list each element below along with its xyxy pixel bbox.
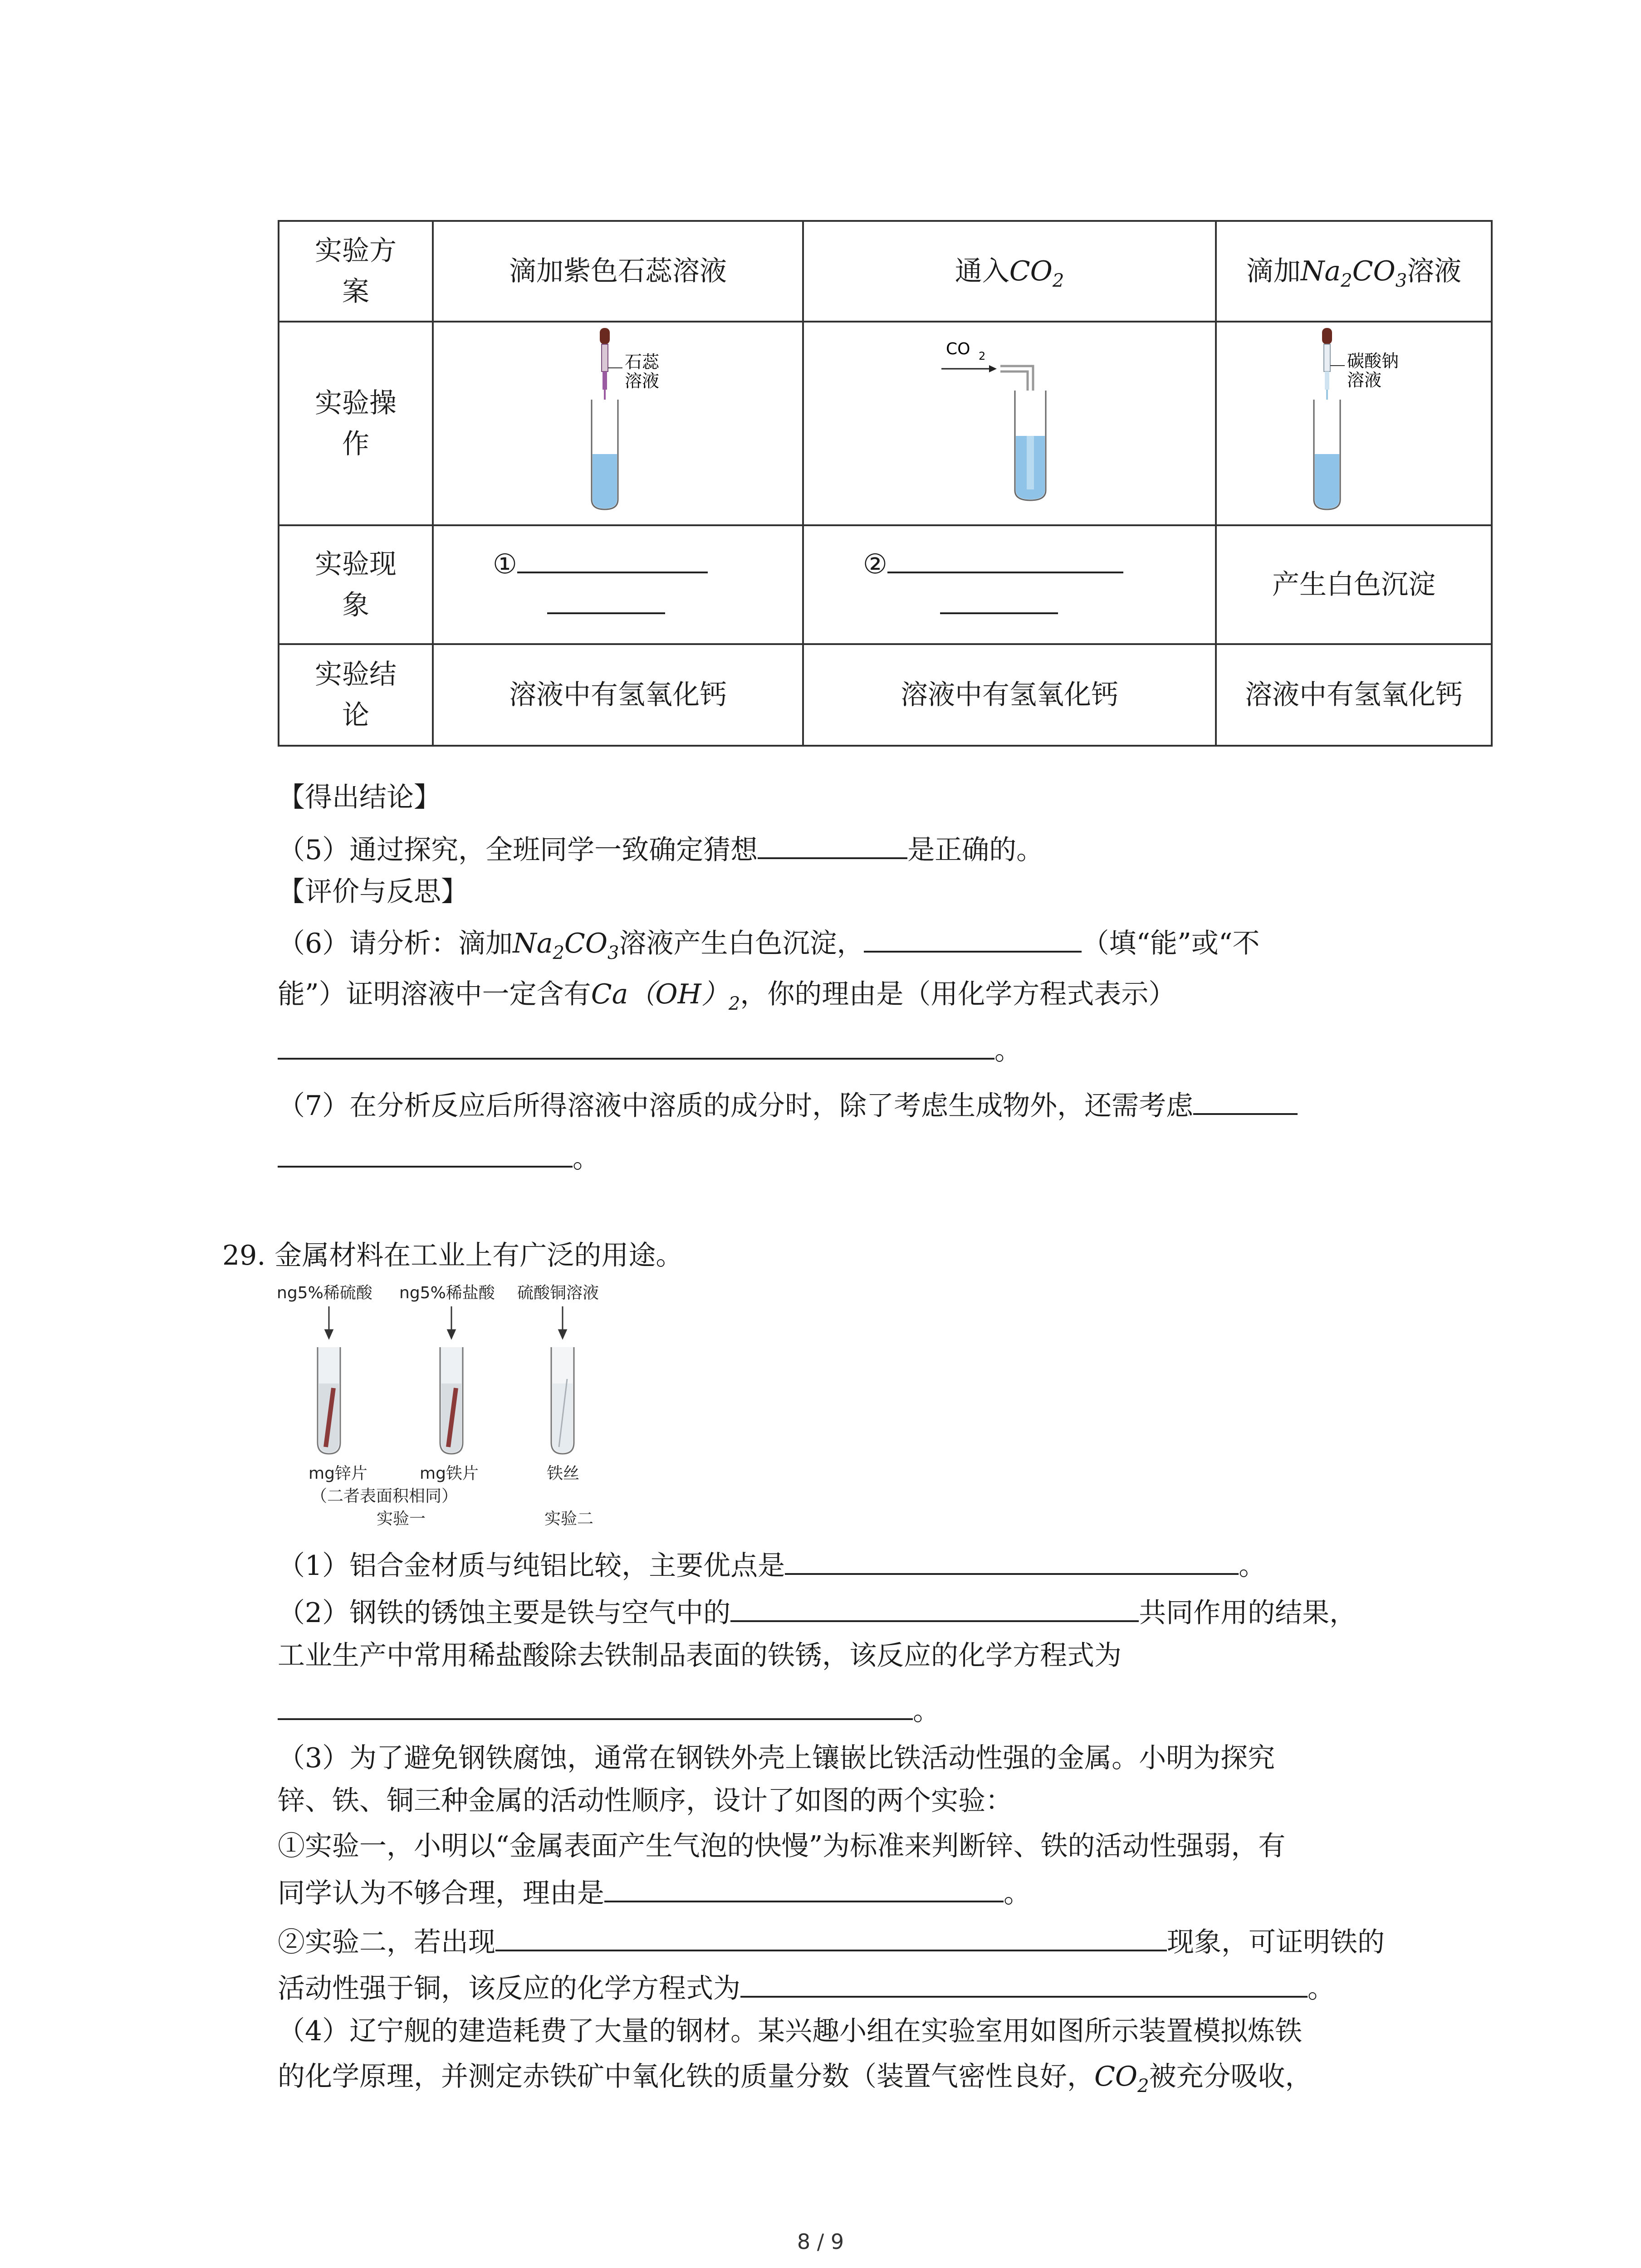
header-co2-prefix: 通入 bbox=[955, 255, 1009, 287]
tube3-bottom-label: 铁丝 bbox=[547, 1464, 580, 1483]
answer-blank-2b[interactable] bbox=[940, 585, 1058, 614]
q29-3a-answer-blank[interactable] bbox=[604, 1873, 1004, 1902]
q29-2-equation-blank[interactable] bbox=[278, 1691, 913, 1720]
answer-blank-2a[interactable] bbox=[887, 544, 1123, 573]
header-co2-sub: 2 bbox=[1052, 270, 1064, 291]
q29-4-chem: CO bbox=[1094, 2061, 1138, 2092]
q6-chem-na: Na bbox=[513, 928, 553, 959]
q29-3a-prefix: 同学认为不够合理，理由是 bbox=[278, 1877, 604, 1909]
co2-inlet-label: CO bbox=[946, 340, 970, 358]
co2-inlet-label-sub: 2 bbox=[979, 350, 986, 362]
q6-chem bbox=[513, 928, 619, 963]
header-co2-chem: CO bbox=[1009, 255, 1053, 287]
q29-part3b-line2 bbox=[278, 1969, 1335, 2007]
table-row-phenomenon bbox=[279, 525, 1492, 644]
q6-answer-blank[interactable] bbox=[864, 924, 1082, 953]
row-label-text: 实验方案 bbox=[315, 235, 397, 308]
q29-2-suffix: 共同作用的结果， bbox=[1139, 1597, 1357, 1629]
q29-part2-line2: 工业生产中常用稀盐酸除去铁制品表面的铁锈，该反应的化学方程式为 bbox=[278, 1640, 1122, 1672]
na2co3-label-line2: 溶液 bbox=[1347, 370, 1382, 390]
q29-part3-line1: （3）为了避免钢铁腐蚀，通常在钢铁外壳上镶嵌比铁活动性强的金属。小明为探究 bbox=[278, 1742, 1275, 1774]
q29-3b-line2-end: 。 bbox=[1308, 1973, 1335, 2004]
phenomenon-co2-cell bbox=[803, 525, 1216, 644]
q6-equation-blank[interactable] bbox=[278, 1031, 994, 1060]
row-label-text: 实验结论 bbox=[315, 659, 397, 731]
row-label-operation bbox=[279, 322, 433, 525]
q29-part3-line2: 锌、铁、铜三种金属的活动性顺序，设计了如图的两个实验： bbox=[278, 1785, 1013, 1817]
tube2-top-label: ng5%稀盐酸 bbox=[399, 1284, 495, 1302]
q29-part2-line1 bbox=[278, 1593, 1357, 1631]
litmus-label-line2: 溶液 bbox=[625, 371, 660, 391]
question-6-line3 bbox=[278, 1031, 1022, 1069]
header-na2co3-sub1: 2 bbox=[1341, 270, 1352, 291]
q6-line2-sub: 2 bbox=[728, 993, 740, 1014]
blank-marker-1: ① bbox=[493, 548, 517, 580]
header-na2co3-chem1: Na bbox=[1300, 255, 1341, 287]
q29-3b-suffix: 现象，可证明铁的 bbox=[1167, 1926, 1385, 1958]
row-label-text: 实验操作 bbox=[315, 387, 397, 460]
q7-text: （7）在分析反应后所得溶液中溶质的成分时，除了考虑生成物外，还需考虑 bbox=[278, 1090, 1194, 1122]
row-label-phenomenon bbox=[279, 525, 433, 644]
operation-co2-cell bbox=[803, 322, 1216, 525]
q29-1-prefix: （1）铝合金材质与纯铝比较，主要优点是 bbox=[278, 1550, 785, 1582]
q29-part3a-line2 bbox=[278, 1873, 1031, 1911]
q5-prefix: （5）通过探究，全班同学一致确定猜想 bbox=[278, 834, 758, 866]
blank-marker-2: ② bbox=[863, 548, 887, 580]
q29-4-prefix: 的化学原理，并测定赤铁矿中氧化铁的质量分数（装置气密性良好， bbox=[278, 2061, 1094, 2092]
header-co2 bbox=[803, 221, 1216, 322]
operation-na2co3-cell bbox=[1216, 322, 1492, 525]
header-na2co3 bbox=[1216, 221, 1492, 322]
answer-blank-1b[interactable] bbox=[547, 585, 665, 614]
q29-3a-end: 。 bbox=[1004, 1877, 1031, 1909]
q29-part4-line2 bbox=[278, 2058, 1313, 2095]
metal-experiment-figure bbox=[272, 1279, 635, 1542]
q29-number: 29. bbox=[222, 1240, 266, 1271]
conclusion-co2: 溶液中有氢氧化钙 bbox=[803, 644, 1216, 746]
header-na2co3-sub2: 3 bbox=[1395, 270, 1407, 291]
q7-answer-blank-a[interactable] bbox=[1193, 1086, 1298, 1115]
question-6-line1 bbox=[278, 924, 1260, 962]
header-na2co3-suffix: 溶液 bbox=[1407, 255, 1462, 287]
experiment-table bbox=[278, 220, 1493, 747]
q29-3b-line2-prefix: 活动性强于铜，该反应的化学方程式为 bbox=[278, 1973, 740, 2004]
test-tube-dropper-na2co3-icon bbox=[1281, 323, 1426, 513]
q6-line2-prefix: 能”）证明溶液中一定含有 bbox=[278, 978, 591, 1010]
q6-chem-sub2: 3 bbox=[607, 943, 619, 963]
na2co3-label-line1: 碳酸钠 bbox=[1347, 351, 1399, 371]
q29-3b-prefix: ②实验二，若出现 bbox=[278, 1926, 495, 1958]
conclusion-litmus: 溶液中有氢氧化钙 bbox=[433, 644, 803, 746]
header-na2co3-prefix: 滴加 bbox=[1246, 255, 1301, 287]
conclusion-na2co3 bbox=[1216, 644, 1492, 746]
q6-suffix: （填“能”或“不 bbox=[1082, 928, 1260, 959]
q29-3b-answer-blank[interactable] bbox=[495, 1922, 1167, 1951]
q5-answer-blank[interactable] bbox=[758, 830, 907, 859]
q6-line3-end: 。 bbox=[994, 1035, 1022, 1066]
phenomenon-litmus-cell bbox=[433, 525, 803, 644]
q7-end: 。 bbox=[573, 1143, 600, 1174]
operation-litmus-cell bbox=[433, 322, 803, 525]
row-label-plan bbox=[279, 221, 433, 322]
tube2-bottom-label: mg铁片 bbox=[420, 1464, 479, 1483]
q29-2-prefix: （2）钢铁的锈蚀主要是铁与空气中的 bbox=[278, 1597, 731, 1629]
q29-part2-line3 bbox=[278, 1691, 940, 1729]
q29-1-answer-blank[interactable] bbox=[785, 1546, 1239, 1575]
q29-part1 bbox=[278, 1546, 1266, 1584]
q6-chem-co: CO bbox=[564, 928, 608, 959]
phenomenon-na2co3-cell: 产生白色沉淀 bbox=[1216, 525, 1492, 644]
row-label-text: 实验现象 bbox=[315, 548, 397, 621]
experiment-2-label: 实验二 bbox=[544, 1510, 594, 1528]
experiment-1-label: 实验一 bbox=[377, 1510, 426, 1528]
q29-part3a-line1: ①实验一，小明以“金属表面产生气泡的快慢”为标准来判断锌、铁的活动性强弱，有 bbox=[278, 1830, 1286, 1862]
test-tube-dropper-litmus-icon bbox=[550, 323, 686, 513]
question-6-line2 bbox=[278, 976, 1176, 1012]
tube1-bottom-label: mg锌片 bbox=[309, 1464, 367, 1483]
header-litmus: 滴加紫色石蕊溶液 bbox=[433, 221, 803, 322]
q6-prefix: （6）请分析：滴加 bbox=[278, 928, 513, 959]
conclusion-na2co3-text: 溶液中有氢氧化钙 bbox=[1245, 679, 1463, 711]
conclusion-heading: 【得出结论】 bbox=[278, 782, 441, 813]
table-row-conclusion bbox=[279, 644, 1492, 746]
q6-chem-sub1: 2 bbox=[553, 943, 564, 963]
q29-intro-text: 金属材料在工业上有广泛的用途。 bbox=[274, 1240, 683, 1271]
question-29-intro bbox=[222, 1237, 683, 1274]
q29-2-line3-end: 。 bbox=[913, 1695, 940, 1727]
q29-1-end: 。 bbox=[1239, 1550, 1266, 1582]
q29-4-chem-sub: 2 bbox=[1137, 2076, 1149, 2097]
tube1-top-label: ng5%稀硫酸 bbox=[277, 1284, 372, 1302]
q6-mid: 溶液产生白色沉淀， bbox=[619, 928, 864, 959]
q6-line2-suffix: ，你的理由是（用化学方程式表示） bbox=[740, 978, 1176, 1010]
test-tube-gas-inlet-icon bbox=[914, 323, 1105, 513]
row-label-conclusion bbox=[279, 644, 433, 746]
question-7-line2 bbox=[278, 1139, 600, 1177]
q29-3b-equation-blank[interactable] bbox=[740, 1969, 1308, 1998]
q5-suffix: 是正确的。 bbox=[907, 834, 1044, 866]
answer-blank-1a[interactable] bbox=[517, 544, 708, 573]
reflection-heading: 【评价与反思】 bbox=[278, 876, 468, 908]
table-row-plan bbox=[279, 221, 1492, 322]
q29-2-answer-blank[interactable] bbox=[730, 1593, 1139, 1622]
litmus-label-line1: 石蕊 bbox=[625, 352, 660, 372]
page-number: 8 / 9 bbox=[797, 2229, 844, 2254]
q7-answer-blank-b[interactable] bbox=[278, 1139, 573, 1168]
q6-line2-chem: Ca（OH） bbox=[591, 978, 729, 1010]
figure-note: （二者表面积相同） bbox=[311, 1487, 458, 1505]
q29-part4-line1: （4）辽宁舰的建造耗费了大量的钢材。某兴趣小组在实验室用如图所示装置模拟炼铁 bbox=[278, 2015, 1303, 2047]
q29-part3b-line1 bbox=[278, 1922, 1385, 1960]
tube3-top-label: 硫酸铜溶液 bbox=[517, 1284, 599, 1302]
question-7-line1 bbox=[278, 1086, 1298, 1124]
header-na2co3-chem2: CO bbox=[1352, 255, 1396, 287]
q29-4-suffix: 被充分吸收， bbox=[1149, 2061, 1313, 2092]
question-5 bbox=[278, 830, 1043, 868]
table-row-operation bbox=[279, 322, 1492, 525]
